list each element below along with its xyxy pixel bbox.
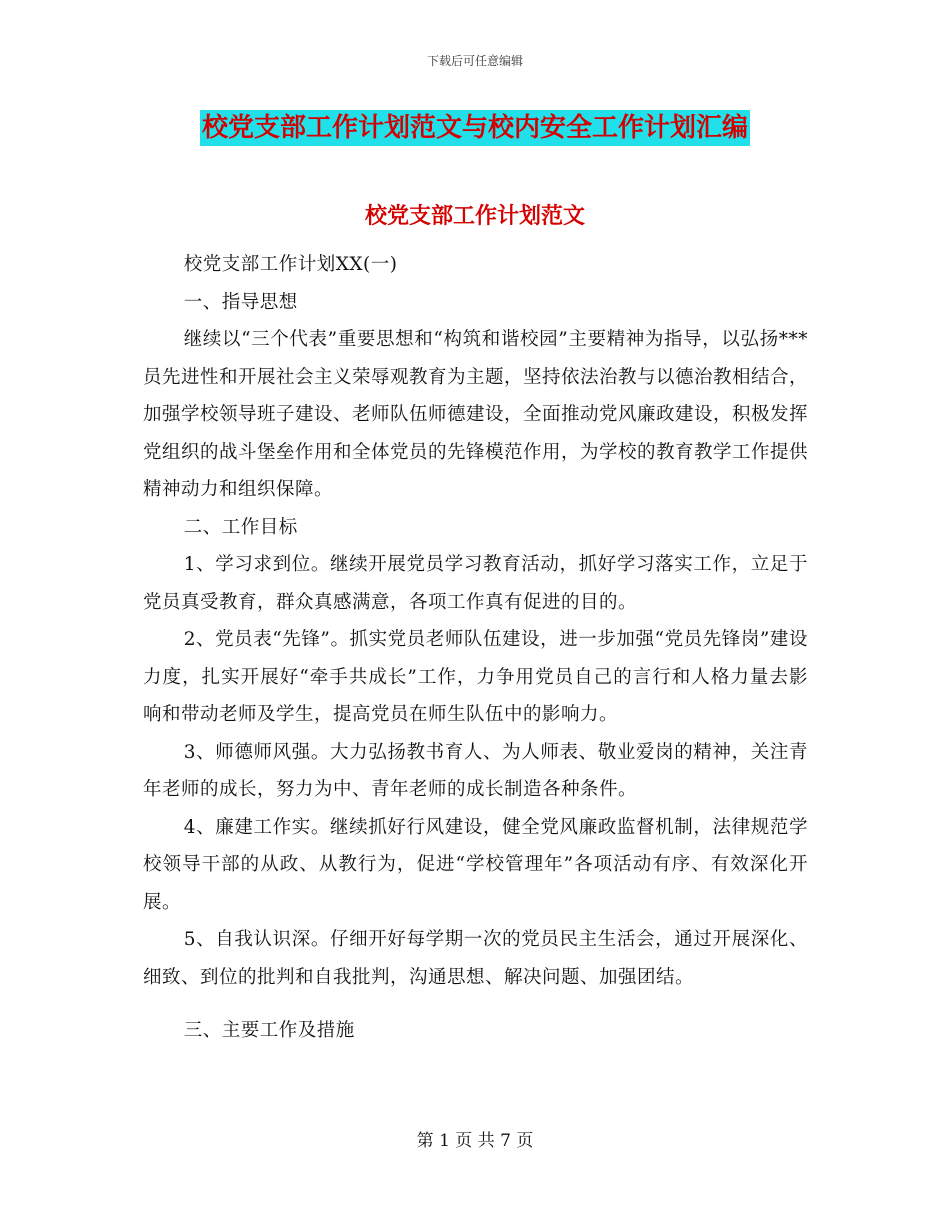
page-footer: 第 1 页 共 7 页	[416, 1131, 534, 1151]
document-title	[0, 110, 950, 146]
heading-guiding-ideology: 一、指导思想	[183, 291, 298, 313]
heading-work-goals: 二、工作目标	[183, 516, 298, 538]
paragraph-goal-1: 1、学习求到位。继续开展党员学习教育活动，抓好学习落实工作，立足于党员真受教育，群众真感满意，各项工作真有促进的目的。	[143, 554, 808, 613]
document-body	[143, 246, 808, 1050]
paragraph-goal-5: 5、自我认识深。仔细开好每学期一次的党员民主生活会，通过开展深化、细致、到位的批判和自我批判，沟通思想、解决问题、加强团结。	[143, 929, 808, 988]
header-note: 下载后可任意编辑	[426, 54, 523, 68]
paragraph-goal-4: 4、廉建工作实。继续抓好行风建设，健全党风廉政监督机制，法律规范学校领导干部的从政、从教行为，促进“学校管理年”各项活动有序、有效深化开展。	[143, 816, 808, 913]
paragraph-goal-3: 3、师德师风强。大力弘扬教书育人、为人师表、敬业爱岗的精神，关注青年老师的成长，努力为中、青年老师的成长制造各种条件。	[143, 741, 808, 800]
paragraph-guiding-ideology: 继续以“三个代表”重要思想和“构筑和谐校园”主要精神为指导，以弘扬***员先进性和开展社会主义荣辱观教育为主题，坚持依法治教与以德治教相结合，加强学校领导班子建设、老师队伍师德建设，全面推动党风廉政建设，积极发挥党组织的战斗堡垒作用和全体党员的先锋模范作用，为学校的教育教学工作提供精神动力和组织保障。	[143, 329, 809, 500]
plan-subtitle: 校党支部工作计划XX(一)	[183, 254, 398, 275]
paragraph-goal-2: 2、党员表“先锋”。抓实党员老师队伍建设，进一步加强“党员先锋岗”建设力度，扎实开展好“牵手共成长”工作，力争用党员自己的言行和人格力量去影响和带动老师及学生，提高党员在师生队伍中的影响力。	[143, 629, 808, 725]
heading-main-work: 三、主要工作及措施	[183, 1020, 355, 1041]
document-title-text: 校党支部工作计划范文与校内安全工作计划汇编	[200, 110, 750, 146]
section-title: 校党支部工作计划范文	[364, 203, 585, 229]
